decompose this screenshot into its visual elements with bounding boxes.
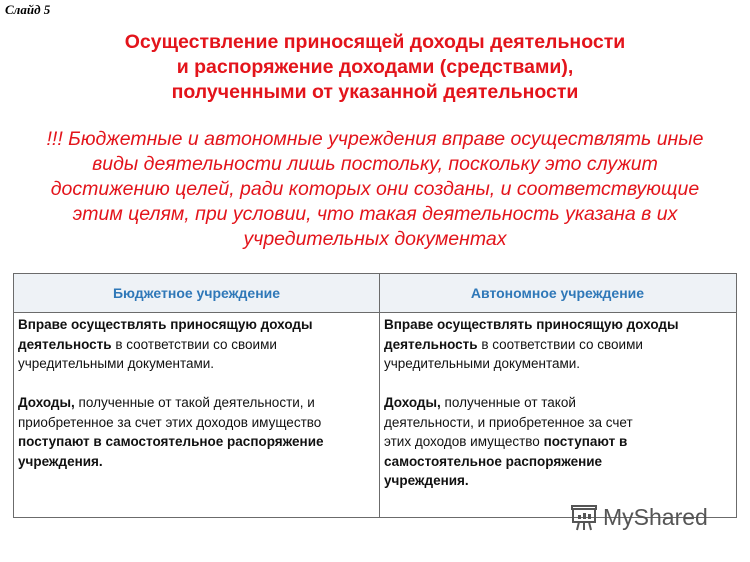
cell-bold-text: Доходы,: [18, 395, 75, 410]
presentation-board-icon: [569, 502, 599, 532]
cell-bold-text: Вправе осуществлять приносящую доходы деятельность: [18, 317, 313, 352]
watermark-logo: [569, 502, 708, 532]
title-line: и распоряжение доходами (средствами),: [176, 56, 574, 78]
cell-bold-text: Вправе осуществлять приносящую доходы деятельность: [384, 317, 679, 352]
title-line: полученными от указанной деятельности: [171, 81, 579, 103]
note-line: учредительных документах: [243, 228, 507, 250]
cell-bold-text: поступают в самостоятельное распоряжение учреждения.: [384, 434, 628, 488]
cell-text: полученные от такой деятельности, и приобретенное за счет этих доходов имущество: [384, 395, 633, 449]
note-line: !!! Бюджетные и автономные учреждения вправе осуществлять иные: [46, 128, 704, 150]
title-line: Осуществление приносящей доходы деятельности: [124, 31, 626, 53]
note-line: достижению целей, ради которых они созданы, и соответствующие: [50, 178, 700, 200]
watermark-text: MyShared: [603, 503, 708, 530]
note-text: [0, 127, 750, 252]
autonomous-institution-cell: [384, 315, 734, 510]
slide-title: [0, 30, 750, 105]
header-autonomous-institution: Автономное учреждение: [379, 274, 736, 313]
cell-bold-text: поступают в самостоятельное распоряжение учреждения.: [18, 434, 324, 469]
cell-text: полученные от такой деятельности, и приобретенное за счет этих доходов имущество: [18, 395, 322, 430]
budget-institution-cell: [18, 315, 376, 491]
column-divider: [379, 274, 380, 517]
note-line: виды деятельности лишь постольку, поскольку это служит: [92, 153, 658, 175]
cell-text: в соответствии со своими учредительными документами.: [18, 336, 277, 371]
cell-bold-text: Доходы,: [384, 395, 441, 410]
cell-text: в соответствии со своими учредительными документами.: [384, 336, 643, 371]
comparison-table: [13, 273, 737, 518]
slide-number-label: Слайд 5: [5, 2, 51, 17]
header-budget-institution: Бюджетное учреждение: [14, 274, 379, 313]
note-line: этим целям, при условии, что такая деятельность указана в их: [72, 203, 678, 225]
